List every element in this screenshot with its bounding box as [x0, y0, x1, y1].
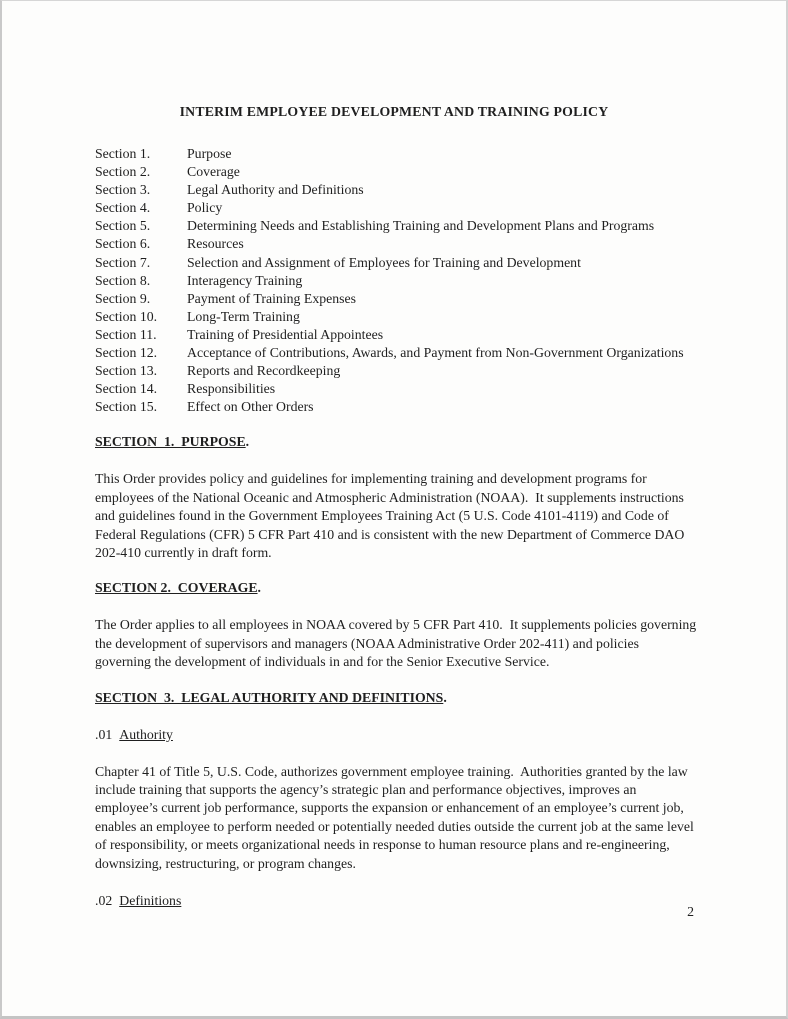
subsection-01-heading [95, 726, 693, 744]
toc-section-title: Purpose [187, 146, 232, 161]
toc-section-label: Section 2. [95, 164, 151, 180]
toc-row [95, 254, 693, 272]
toc-row [95, 380, 693, 398]
toc-section-title: Selection and Assignment of Employees for Training and Development [187, 254, 581, 270]
toc-row [95, 398, 693, 416]
toc-row [95, 362, 693, 380]
toc-row [95, 235, 693, 253]
toc-row [95, 326, 693, 344]
toc-section-title: Resources [187, 236, 244, 252]
toc-section-label: Section 7. [95, 254, 151, 270]
section-3-heading [95, 689, 693, 707]
subsection-01-body: Chapter 41 of Title 5, U.S. Code, authorizes government employee training. Authorities granted by the law include training that supports the agency’s strategic plan and performance objectives, improves an employee’s current job performance, supports the expansion or enhancement of an employee’s current job, enables an employee to perform needed or potentially needed duties outside the current job at the same level of responsibility, or meets organizational needs in response to human resource plans and re-engineering, downsizing, restructuring, or program changes. [95, 763, 698, 871]
section-2-heading-period: . [257, 580, 261, 596]
toc-section-title: Payment of Training Expenses [187, 290, 357, 306]
toc-section-label: Section 13. [95, 363, 158, 379]
toc-row [95, 272, 693, 290]
toc-section-title: Interagency Training [187, 272, 303, 288]
section-3-heading-text: SECTION 3. LEGAL AUTHORITY AND DEFINITIONS [95, 689, 444, 705]
subsection-02-title: Definitions [119, 893, 182, 909]
toc-section-label: Section 11. [95, 326, 157, 342]
toc-section-title: Effect on Other Orders [187, 399, 314, 415]
toc-section-title: Policy [187, 200, 223, 216]
toc-row [95, 308, 693, 326]
toc-section-label: Section 8. [95, 272, 151, 288]
section-2-heading [95, 579, 693, 597]
toc-row [95, 217, 693, 235]
section-3-heading-period: . [443, 689, 447, 705]
subsection-02-heading [95, 892, 693, 910]
subsection-01-number: .01 [95, 726, 113, 742]
toc-row [95, 145, 693, 163]
toc-section-title: Coverage [187, 164, 240, 180]
toc-section-title: Acceptance of Contributions, Awards, and Payment from Non-Government Organizations [187, 345, 684, 361]
toc-section-label: Section 1. [95, 146, 151, 161]
toc-section-label: Section 10. [95, 308, 158, 324]
toc-row [95, 290, 693, 308]
toc-section-label: Section 12. [95, 345, 158, 361]
subsection-02-number: .02 [95, 893, 113, 909]
toc-section-label: Section 4. [95, 200, 151, 216]
toc-section-title: Legal Authority and Definitions [187, 182, 364, 198]
section-1-heading-period: . [245, 434, 250, 450]
subsection-01-title: Authority [119, 726, 173, 742]
toc-row [95, 163, 693, 181]
section-1-body: This Order provides policy and guidelines for implementing training and development programs for employees of the National Oceanic and Atmospheric Administration (NOAA). It supplements instructions and guidelines found in the Government Employees Training Act (5 U.S. Code 4101-4119) and Code of Federal Regulations (CFR) 5 CFR Part 410 and is consistent with the new Department of Commerce DAO 202-410 currently in draft form. [95, 471, 688, 561]
section-1-heading [95, 433, 693, 451]
toc-section-label: Section 3. [95, 182, 151, 198]
toc-section-label: Section 6. [95, 236, 151, 252]
toc-row [95, 199, 693, 217]
section-2-heading-text: SECTION 2. COVERAGE [95, 580, 258, 596]
toc-section-label: Section 14. [95, 381, 158, 397]
toc-section-title: Reports and Recordkeeping [187, 363, 341, 379]
table-of-contents [95, 145, 693, 416]
toc-section-title: Long-Term Training [187, 308, 300, 324]
page-title: INTERIM EMPLOYEE DEVELOPMENT AND TRAINING POLICY [179, 104, 609, 119]
page-number: 2 [687, 904, 694, 919]
toc-row [95, 181, 693, 199]
toc-section-title: Training of Presidential Appointees [187, 326, 384, 342]
toc-section-title: Determining Needs and Establishing Training and Development Plans and Programs [187, 218, 655, 234]
toc-row [95, 344, 693, 362]
toc-section-label: Section 15. [95, 399, 158, 415]
section-2-body: The Order applies to all employees in NOAA covered by 5 CFR Part 410. It supplements policies governing the development of supervisors and managers (NOAA Administrative Order 202-411) and policies governing the development of individuals in and for the Senior Executive Service. [95, 617, 700, 670]
toc-section-label: Section 9. [95, 290, 151, 306]
toc-section-label: Section 5. [95, 218, 151, 234]
section-1-heading-text: SECTION 1. PURPOSE [95, 434, 246, 450]
toc-section-title: Responsibilities [187, 381, 276, 397]
